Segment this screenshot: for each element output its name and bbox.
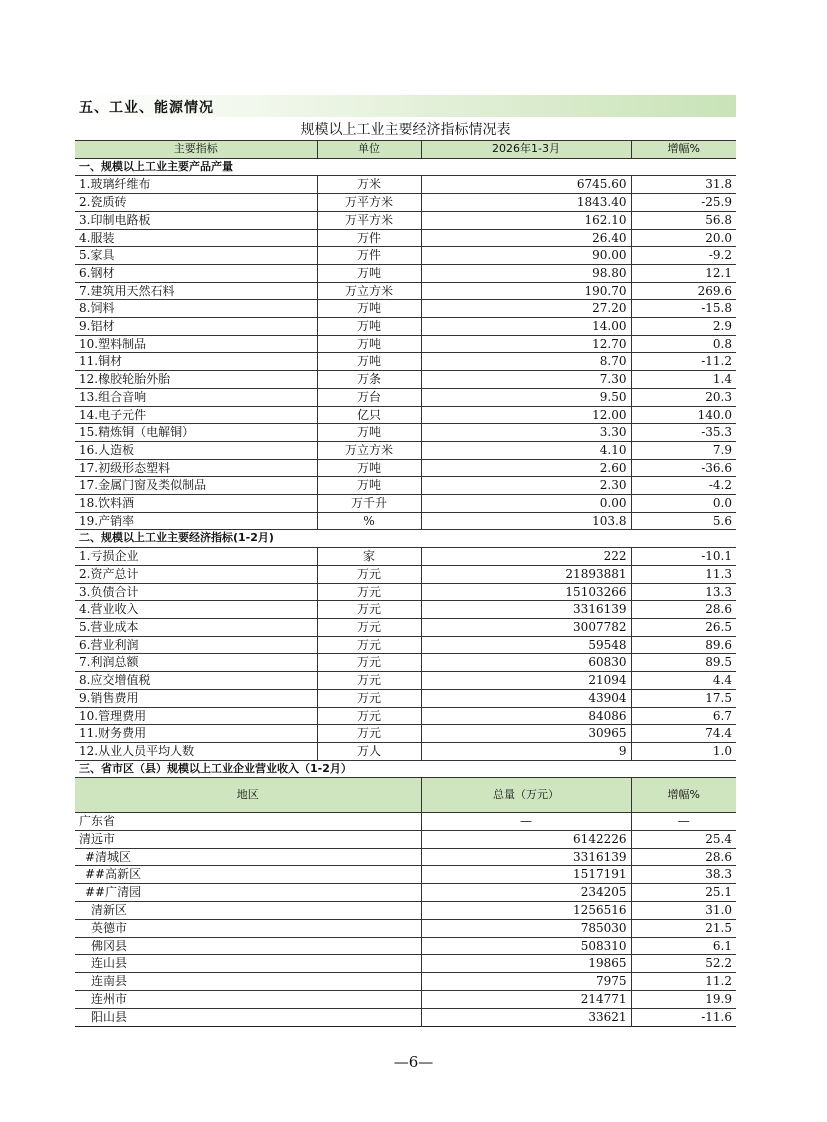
region-name: 连南县 — [75, 973, 421, 991]
table-row — [75, 318, 736, 336]
indicator-growth: 6.7 — [631, 707, 736, 725]
region-group-title: 三、省市区（县）规模以上工业企业营业收入（1-2月） — [75, 760, 736, 778]
table-row — [75, 813, 736, 831]
table-row — [75, 229, 736, 247]
region-total: 6142226 — [421, 830, 631, 848]
indicator-name: 6.营业利润 — [75, 636, 317, 654]
indicator-growth: -9.2 — [631, 247, 736, 265]
region-name: 连山县 — [75, 955, 421, 973]
indicator-growth: -10.1 — [631, 548, 736, 566]
page-number: —6— — [393, 1053, 434, 1071]
table-row — [75, 689, 736, 707]
region-name: ##广清园 — [75, 884, 421, 902]
table-row — [75, 654, 736, 672]
indicator-name: 17.金属门窗及类似制品 — [75, 477, 317, 495]
indicator-value: 30965 — [421, 725, 631, 743]
table-row — [75, 211, 736, 229]
indicator-growth: 89.5 — [631, 654, 736, 672]
indicator-unit: 万件 — [317, 247, 421, 265]
indicator-name: 17.初级形态塑料 — [75, 459, 317, 477]
indicator-value: 3.30 — [421, 424, 631, 442]
indicator-name: 7.利润总额 — [75, 654, 317, 672]
indicator-value: 6745.60 — [421, 176, 631, 194]
indicator-name: 3.印制电路板 — [75, 211, 317, 229]
indicator-value: 43904 — [421, 689, 631, 707]
table-row — [75, 406, 736, 424]
table-row — [75, 264, 736, 282]
region-total: 785030 — [421, 919, 631, 937]
indicator-value: 59548 — [421, 636, 631, 654]
indicator-unit: 万件 — [317, 229, 421, 247]
indicator-value: 15103266 — [421, 583, 631, 601]
indicator-value: 3007782 — [421, 618, 631, 636]
economic-group-title: 二、规模以上工业主要经济指标(1-2月) — [75, 530, 736, 548]
table-row — [75, 194, 736, 212]
indicator-unit: 万元 — [317, 618, 421, 636]
region-name: 连州市 — [75, 990, 421, 1008]
region-total: 3316139 — [421, 848, 631, 866]
table-row — [75, 830, 736, 848]
region-total: 19865 — [421, 955, 631, 973]
indicator-growth: -35.3 — [631, 424, 736, 442]
region-name: 清远市 — [75, 830, 421, 848]
indicator-growth: 31.8 — [631, 176, 736, 194]
indicator-unit: 万平方米 — [317, 194, 421, 212]
indicator-name: 1.亏损企业 — [75, 548, 317, 566]
table-row — [75, 548, 736, 566]
indicator-unit: 万元 — [317, 565, 421, 583]
header-period: 2026年1-3月 — [421, 141, 631, 159]
region-name: #清城区 — [75, 848, 421, 866]
table-row — [75, 176, 736, 194]
indicator-value: 26.40 — [421, 229, 631, 247]
indicator-unit: 万立方米 — [317, 441, 421, 459]
header-region: 地区 — [75, 778, 421, 813]
indicator-unit: 万元 — [317, 583, 421, 601]
indicator-value: 27.20 — [421, 300, 631, 318]
indicator-name: 13.组合音响 — [75, 388, 317, 406]
indicator-growth: -4.2 — [631, 477, 736, 495]
indicator-growth: -36.6 — [631, 459, 736, 477]
region-total: — — [421, 813, 631, 831]
table-row — [75, 973, 736, 991]
region-name: 佛冈县 — [75, 937, 421, 955]
region-total: 33621 — [421, 1008, 631, 1026]
table-row — [75, 725, 736, 743]
indicator-name: 2.瓷质砖 — [75, 194, 317, 212]
indicator-name: 10.管理费用 — [75, 707, 317, 725]
indicator-name: 19.产销率 — [75, 512, 317, 530]
indicator-name: 14.电子元件 — [75, 406, 317, 424]
region-growth: 31.0 — [631, 901, 736, 919]
region-growth: 28.6 — [631, 848, 736, 866]
indicator-name: 3.负债合计 — [75, 583, 317, 601]
indicator-growth: 7.9 — [631, 441, 736, 459]
region-name: 阳山县 — [75, 1008, 421, 1026]
indicator-value: 190.70 — [421, 282, 631, 300]
table-row — [75, 955, 736, 973]
table-row — [75, 424, 736, 442]
table-row — [75, 335, 736, 353]
region-growth: -11.6 — [631, 1008, 736, 1026]
indicator-name: 8.应交增值税 — [75, 672, 317, 690]
region-total: 214771 — [421, 990, 631, 1008]
indicator-name: 4.营业收入 — [75, 601, 317, 619]
indicator-unit: 万吨 — [317, 318, 421, 336]
indicator-unit: 万人 — [317, 742, 421, 760]
region-growth: 25.1 — [631, 884, 736, 902]
indicator-growth: 12.1 — [631, 264, 736, 282]
indicator-unit: 万吨 — [317, 353, 421, 371]
region-name: ##高新区 — [75, 866, 421, 884]
indicator-unit: 万元 — [317, 672, 421, 690]
region-growth: 21.5 — [631, 919, 736, 937]
region-total: 1517191 — [421, 866, 631, 884]
indicator-name: 9.销售费用 — [75, 689, 317, 707]
indicators-table-body — [75, 158, 736, 778]
indicator-name: 15.精炼铜（电解铜） — [75, 424, 317, 442]
region-growth: 11.2 — [631, 973, 736, 991]
table-row — [75, 901, 736, 919]
indicator-value: 0.00 — [421, 495, 631, 513]
indicator-name: 16.人造板 — [75, 441, 317, 459]
table-row — [75, 636, 736, 654]
indicator-unit: 万立方米 — [317, 282, 421, 300]
indicator-value: 8.70 — [421, 353, 631, 371]
indicator-unit: 万吨 — [317, 477, 421, 495]
indicator-growth: 4.4 — [631, 672, 736, 690]
indicator-value: 4.10 — [421, 441, 631, 459]
indicator-name: 10.塑料制品 — [75, 335, 317, 353]
table-row — [75, 884, 736, 902]
table-row — [75, 583, 736, 601]
indicator-unit: % — [317, 512, 421, 530]
region-header-row — [75, 778, 736, 813]
table-row — [75, 282, 736, 300]
region-growth: 52.2 — [631, 955, 736, 973]
indicator-value: 14.00 — [421, 318, 631, 336]
indicator-growth: 17.5 — [631, 689, 736, 707]
indicator-value: 60830 — [421, 654, 631, 672]
indicator-unit: 万米 — [317, 176, 421, 194]
header-indicator: 主要指标 — [75, 141, 317, 159]
table-row — [75, 441, 736, 459]
indicator-unit: 万元 — [317, 654, 421, 672]
region-growth: — — [631, 813, 736, 831]
indicator-name: 11.铜材 — [75, 353, 317, 371]
indicator-unit: 万平方米 — [317, 211, 421, 229]
indicator-name: 11.财务费用 — [75, 725, 317, 743]
indicator-name: 5.营业成本 — [75, 618, 317, 636]
indicator-growth: 20.3 — [631, 388, 736, 406]
economic-group-row — [75, 530, 736, 548]
production-group-row — [75, 158, 736, 176]
indicator-unit: 亿只 — [317, 406, 421, 424]
indicator-growth: 89.6 — [631, 636, 736, 654]
indicator-growth: 5.6 — [631, 512, 736, 530]
indicator-unit: 家 — [317, 548, 421, 566]
indicator-value: 103.8 — [421, 512, 631, 530]
region-name: 英德市 — [75, 919, 421, 937]
region-growth: 19.9 — [631, 990, 736, 1008]
indicator-growth: 26.5 — [631, 618, 736, 636]
indicator-unit: 万元 — [317, 601, 421, 619]
indicator-value: 162.10 — [421, 211, 631, 229]
indicator-unit: 万条 — [317, 371, 421, 389]
indicator-name: 1.玻璃纤维布 — [75, 176, 317, 194]
indicator-value: 3316139 — [421, 601, 631, 619]
table-title: 规模以上工业主要经济指标情况表 — [300, 122, 511, 138]
region-growth: 25.4 — [631, 830, 736, 848]
table-row — [75, 672, 736, 690]
indicator-unit: 万元 — [317, 725, 421, 743]
production-group-title: 一、规模以上工业主要产品产量 — [75, 158, 736, 176]
region-total: 1256516 — [421, 901, 631, 919]
indicator-value: 9.50 — [421, 388, 631, 406]
indicator-unit: 万千升 — [317, 495, 421, 513]
indicator-unit: 万吨 — [317, 300, 421, 318]
region-name: 清新区 — [75, 901, 421, 919]
indicator-name: 9.铝材 — [75, 318, 317, 336]
header-total: 总量（万元） — [421, 778, 631, 813]
indicator-growth: 56.8 — [631, 211, 736, 229]
indicator-growth: 1.4 — [631, 371, 736, 389]
indicator-growth: -25.9 — [631, 194, 736, 212]
region-table-body — [75, 813, 736, 1027]
indicator-unit: 万元 — [317, 689, 421, 707]
indicator-name: 6.钢材 — [75, 264, 317, 282]
indicator-name: 4.服装 — [75, 229, 317, 247]
indicator-growth: 0.0 — [631, 495, 736, 513]
indicator-value: 7.30 — [421, 371, 631, 389]
indicator-growth: 20.0 — [631, 229, 736, 247]
indicator-unit: 万吨 — [317, 264, 421, 282]
region-revenue-table — [75, 777, 736, 1027]
indicators-header-row — [75, 141, 736, 159]
region-total: 234205 — [421, 884, 631, 902]
indicator-growth: 2.9 — [631, 318, 736, 336]
table-row — [75, 512, 736, 530]
indicator-name: 2.资产总计 — [75, 565, 317, 583]
indicator-growth: 140.0 — [631, 406, 736, 424]
region-total: 508310 — [421, 937, 631, 955]
table-row — [75, 919, 736, 937]
indicator-growth: 1.0 — [631, 742, 736, 760]
table-row — [75, 247, 736, 265]
indicator-unit: 万元 — [317, 636, 421, 654]
indicator-unit: 万吨 — [317, 424, 421, 442]
indicator-value: 21094 — [421, 672, 631, 690]
table-row — [75, 618, 736, 636]
indicator-value: 12.70 — [421, 335, 631, 353]
table-row — [75, 990, 736, 1008]
table-row — [75, 300, 736, 318]
table-row — [75, 1008, 736, 1026]
indicator-value: 2.30 — [421, 477, 631, 495]
indicator-growth: 0.8 — [631, 335, 736, 353]
indicator-value: 9 — [421, 742, 631, 760]
header-region-growth: 增幅% — [631, 778, 736, 813]
table-row — [75, 565, 736, 583]
indicator-growth: 74.4 — [631, 725, 736, 743]
indicator-growth: 11.3 — [631, 565, 736, 583]
indicator-growth: -11.2 — [631, 353, 736, 371]
region-name: 广东省 — [75, 813, 421, 831]
region-total: 7975 — [421, 973, 631, 991]
indicator-growth: 28.6 — [631, 601, 736, 619]
table-row — [75, 742, 736, 760]
indicator-name: 7.建筑用天然石料 — [75, 282, 317, 300]
indicator-value: 222 — [421, 548, 631, 566]
indicator-name: 12.从业人员平均人数 — [75, 742, 317, 760]
indicator-value: 2.60 — [421, 459, 631, 477]
indicator-unit: 万台 — [317, 388, 421, 406]
indicator-value: 21893881 — [421, 565, 631, 583]
indicators-table — [75, 140, 736, 778]
indicator-name: 5.家具 — [75, 247, 317, 265]
header-growth: 增幅% — [631, 141, 736, 159]
region-growth: 6.1 — [631, 937, 736, 955]
indicator-unit: 万吨 — [317, 459, 421, 477]
table-row — [75, 707, 736, 725]
table-row — [75, 866, 736, 884]
table-row — [75, 495, 736, 513]
indicator-value: 84086 — [421, 707, 631, 725]
indicator-value: 12.00 — [421, 406, 631, 424]
indicator-value: 98.80 — [421, 264, 631, 282]
indicator-unit: 万元 — [317, 707, 421, 725]
section-title: 五、工业、能源情况 — [79, 100, 214, 116]
table-row — [75, 477, 736, 495]
indicator-name: 12.橡胶轮胎外胎 — [75, 371, 317, 389]
region-growth: 38.3 — [631, 866, 736, 884]
table-row — [75, 601, 736, 619]
table-row — [75, 459, 736, 477]
table-row — [75, 371, 736, 389]
table-row — [75, 937, 736, 955]
table-row — [75, 353, 736, 371]
table-row — [75, 388, 736, 406]
indicator-value: 90.00 — [421, 247, 631, 265]
indicator-growth: 13.3 — [631, 583, 736, 601]
indicator-name: 8.饲料 — [75, 300, 317, 318]
indicator-growth: -15.8 — [631, 300, 736, 318]
indicator-growth: 269.6 — [631, 282, 736, 300]
table-row — [75, 848, 736, 866]
region-group-row — [75, 760, 736, 778]
indicator-value: 1843.40 — [421, 194, 631, 212]
indicator-unit: 万吨 — [317, 335, 421, 353]
header-unit: 单位 — [317, 141, 421, 159]
indicator-name: 18.饮料酒 — [75, 495, 317, 513]
